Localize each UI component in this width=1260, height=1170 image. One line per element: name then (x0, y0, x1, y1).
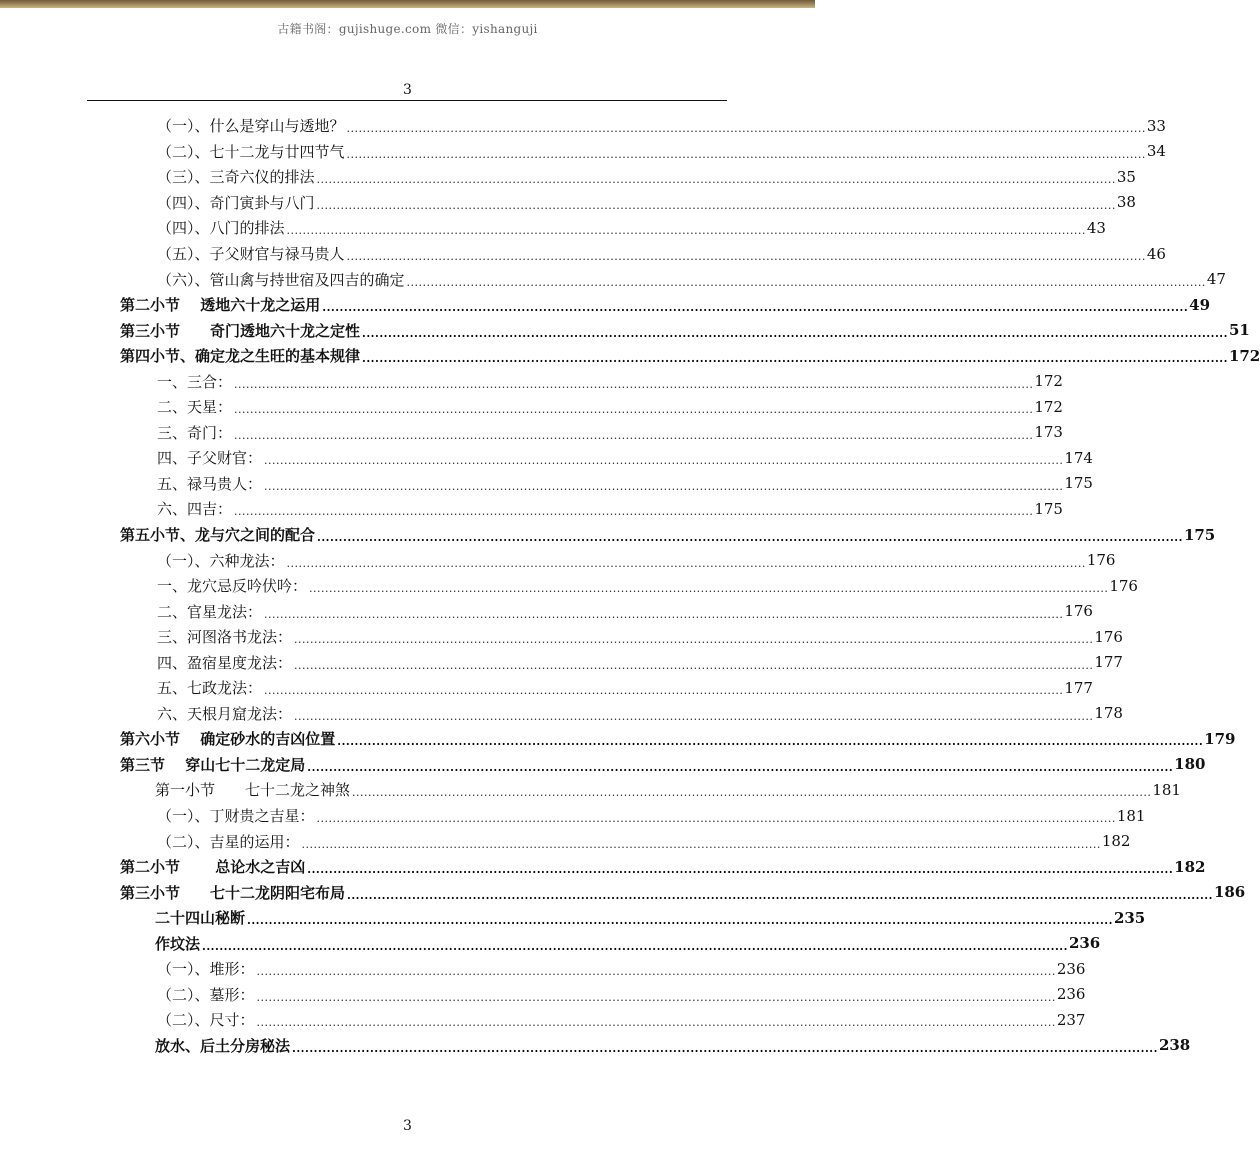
toc-entry[interactable] (0, 445, 1093, 471)
toc-entry-page: 46 (1146, 244, 1166, 263)
toc-entry[interactable] (0, 879, 1246, 905)
toc-entry-title: 三、河图洛书龙法： (157, 628, 293, 647)
toc-entry-page: 172 (1034, 372, 1063, 391)
toc-leader-dots: ........................................................................................................................................................................................................ (346, 147, 1146, 161)
toc-entry-title: （四）、奇门寅卦与八门 (157, 193, 315, 212)
toc-entry-title: （一）、什么是穿山与透地？ (157, 117, 345, 136)
toc-leader-dots: ........................................................................................................................................................................................................ (264, 607, 1064, 621)
toc-entry[interactable] (0, 471, 1093, 497)
toc-entry[interactable] (0, 113, 1166, 139)
toc-entry-title: 五、七政龙法： (157, 679, 263, 698)
toc-entry[interactable] (0, 726, 1236, 752)
toc-entry-page: 181 (1152, 780, 1181, 799)
toc-entry[interactable] (0, 777, 1181, 803)
toc-leader-dots: ........................................................................................................................................................................................................ (322, 301, 1189, 315)
toc-entry-title: （三）、三奇六仪的排法 (157, 168, 315, 187)
toc-entry-page: 33 (1146, 116, 1166, 135)
toc-entry-page: 236 (1068, 934, 1101, 953)
toc-entry-page: 175 (1034, 499, 1063, 518)
toc-entry[interactable] (0, 649, 1123, 675)
toc-entry-title: 第一小节 七十二龙之神煞 (155, 781, 351, 800)
toc-leader-dots: ........................................................................................................................................................................................................ (294, 633, 1094, 647)
toc-entry-title: 六、四吉： (157, 500, 233, 519)
table-of-contents (0, 113, 1260, 1058)
toc-leader-dots: ........................................................................................................................................................................................................ (286, 224, 1086, 238)
toc-entry[interactable] (0, 956, 1086, 982)
toc-leader-dots: ........................................................................................................................................................................................................ (247, 914, 1113, 928)
toc-entry[interactable] (0, 420, 1063, 446)
toc-entry-title: 第二小节 总论水之吉凶 (120, 858, 306, 877)
toc-entry-page: 177 (1094, 653, 1123, 672)
toc-entry-title: （二）、吉星的运用： (157, 832, 300, 851)
toc-entry-page: 43 (1086, 218, 1106, 237)
toc-leader-dots: ........................................................................................................................................................................................................ (202, 939, 1068, 953)
toc-leader-dots: ........................................................................................................................................................................................................ (309, 582, 1109, 596)
toc-leader-dots: ........................................................................................................................................................................................................ (317, 531, 1183, 545)
toc-leader-dots: ........................................................................................................................................................................................................ (346, 122, 1146, 136)
toc-entry-title: 第三节 穿山七十二龙定局 (120, 755, 306, 774)
toc-leader-dots: ........................................................................................................................................................................................................ (406, 275, 1206, 289)
watermark-text: 古籍书阁：gujishuge.com 微信：yishanguji (277, 22, 538, 36)
toc-entry[interactable] (0, 164, 1136, 190)
toc-leader-dots: ........................................................................................................................................................................................................ (234, 403, 1034, 417)
toc-entry-page: 177 (1064, 678, 1093, 697)
toc-leader-dots: ........................................................................................................................................................................................................ (316, 173, 1116, 187)
toc-entry-page: 176 (1109, 576, 1138, 595)
toc-entry[interactable] (0, 547, 1116, 573)
toc-entry-page: 182 (1101, 832, 1131, 851)
toc-entry[interactable] (0, 368, 1063, 394)
toc-entry[interactable] (0, 266, 1226, 292)
toc-entry-page: 172 (1034, 397, 1063, 416)
toc-entry-title: （二）、七十二龙与廿四节气 (157, 142, 345, 161)
toc-entry-page: 236 (1056, 959, 1086, 978)
toc-entry-title: 一、三合： (157, 372, 233, 391)
toc-leader-dots: ........................................................................................................................................................................................................ (264, 684, 1064, 698)
toc-entry[interactable] (0, 701, 1123, 727)
toc-leader-dots: ........................................................................................................................................................................................................ (294, 658, 1094, 672)
toc-leader-dots: ........................................................................................................................................................................................................ (234, 505, 1034, 519)
toc-entry-title: （四）、八门的排法 (157, 219, 285, 238)
toc-entry[interactable] (0, 215, 1106, 241)
toc-entry[interactable] (0, 752, 1206, 778)
toc-entry-title: （五）、子父财官与禄马贵人 (157, 245, 345, 263)
toc-entry-page: 180 (1174, 755, 1206, 774)
header-page-number: 3 (403, 82, 412, 98)
toc-entry-page: 178 (1094, 704, 1123, 723)
toc-entry-title: 二十四山秘断 (155, 909, 246, 928)
toc-entry-page: 237 (1056, 1010, 1086, 1029)
toc-entry-title: （二）、尺寸： (157, 1011, 255, 1030)
toc-leader-dots: ........................................................................................................................................................................................................ (286, 556, 1086, 570)
toc-leader-dots: ........................................................................................................................................................................................................ (316, 812, 1116, 826)
toc-entry-page: 51 (1228, 321, 1250, 340)
toc-entry[interactable] (0, 1033, 1191, 1059)
toc-entry[interactable] (0, 292, 1211, 318)
toc-entry-title: 第二小节 透地六十龙之运用 (120, 296, 321, 315)
toc-leader-dots: ........................................................................................................................................................................................................ (307, 863, 1174, 877)
toc-entry[interactable] (0, 394, 1063, 420)
toc-entry-page: 175 (1183, 525, 1216, 544)
toc-leader-dots: ........................................................................................................................................................................................................ (337, 735, 1204, 749)
toc-entry-title: （一）、堆形： (157, 960, 255, 979)
toc-entry-page: 175 (1064, 474, 1093, 493)
toc-entry[interactable] (0, 139, 1166, 165)
toc-entry-title: 第五小节、龙与穴之间的配合 (120, 526, 316, 545)
toc-entry[interactable] (0, 1007, 1086, 1033)
toc-entry-title: 二、天星： (157, 398, 233, 417)
toc-leader-dots: ........................................................................................................................................................................................................ (234, 428, 1034, 442)
toc-entry-page: 174 (1064, 448, 1093, 467)
toc-entry[interactable] (0, 854, 1206, 880)
toc-entry[interactable] (0, 982, 1086, 1008)
toc-entry-title: 第六小节 确定砂水的吉凶位置 (120, 730, 336, 749)
toc-entry[interactable] (0, 905, 1146, 931)
toc-entry[interactable] (0, 931, 1101, 957)
top-decorative-bar (0, 0, 815, 8)
toc-entry-title: （六）、管山禽与持世宿及四吉的确定 (157, 270, 405, 289)
toc-entry-title: 四、子父财官： (157, 449, 263, 468)
toc-leader-dots: ........................................................................................................................................................................................................ (256, 990, 1056, 1004)
toc-entry-title: 第四小节、确定龙之生旺的基本规律 (120, 347, 361, 366)
toc-leader-dots: ........................................................................................................................................................................................................ (294, 709, 1094, 723)
toc-entry-page: 173 (1034, 423, 1063, 442)
toc-entry-page: 176 (1064, 602, 1093, 621)
toc-entry-page: 236 (1056, 985, 1086, 1004)
toc-entry-page: 186 (1213, 883, 1246, 902)
toc-entry-title: 四、盈宿星度龙法： (157, 653, 293, 672)
toc-leader-dots: ........................................................................................................................................................................................................ (362, 352, 1228, 366)
toc-entry-page: 34 (1146, 142, 1166, 161)
toc-leader-dots: ........................................................................................................................................................................................................ (264, 479, 1064, 493)
toc-entry[interactable] (0, 317, 1250, 343)
toc-entry-page: 238 (1158, 1036, 1191, 1055)
toc-entry-page: 172 (1228, 346, 1260, 365)
toc-leader-dots: ........................................................................................................................................................................................................ (256, 965, 1056, 979)
toc-entry-page: 35 (1116, 167, 1136, 186)
toc-entry-title: （一）、丁财贵之吉星： (157, 807, 315, 826)
toc-leader-dots: ........................................................................................................................................................................................................ (292, 1041, 1158, 1055)
header-rule (87, 100, 727, 101)
toc-entry[interactable] (0, 828, 1131, 854)
toc-entry-page: 47 (1206, 270, 1226, 289)
toc-leader-dots: ........................................................................................................................................................................................................ (346, 250, 1146, 263)
toc-entry-title: （一）、六种龙法： (157, 551, 285, 570)
toc-entry[interactable] (0, 573, 1138, 599)
toc-entry-page: 176 (1086, 551, 1116, 570)
toc-leader-dots: ........................................................................................................................................................................................................ (347, 888, 1213, 902)
toc-entry[interactable] (0, 190, 1136, 216)
toc-leader-dots: ........................................................................................................................................................................................................ (234, 377, 1034, 391)
toc-entry-title: 放水、后土分房秘法 (155, 1036, 291, 1055)
toc-entry[interactable] (0, 598, 1093, 624)
toc-leader-dots: ........................................................................................................................................................................................................ (256, 1016, 1056, 1030)
toc-entry-title: 六、天根月窟龙法： (157, 704, 293, 723)
toc-leader-dots: ........................................................................................................................................................................................................ (352, 786, 1152, 800)
toc-leader-dots: ........................................................................................................................................................................................................ (301, 837, 1101, 851)
toc-entry-page: 38 (1116, 193, 1136, 212)
toc-leader-dots: ........................................................................................................................................................................................................ (316, 198, 1116, 212)
toc-entry[interactable] (0, 522, 1216, 548)
toc-entry-title: 二、官星龙法： (157, 602, 263, 621)
toc-entry-title: （二）、墓形： (157, 985, 255, 1004)
toc-entry[interactable] (0, 803, 1146, 829)
toc-entry[interactable] (0, 624, 1123, 650)
toc-leader-dots: ........................................................................................................................................................................................................ (362, 326, 1228, 340)
toc-entry-page: 179 (1204, 729, 1236, 748)
toc-entry-page: 176 (1094, 627, 1123, 646)
toc-entry-title: 第三小节 七十二龙阴阳宅布局 (120, 883, 346, 902)
toc-leader-dots: ........................................................................................................................................................................................................ (307, 760, 1174, 774)
toc-entry-page: 235 (1113, 908, 1146, 927)
toc-entry[interactable] (0, 241, 1166, 267)
toc-entry-title: 一、龙穴忌反吟伏吟： (157, 577, 308, 596)
toc-entry[interactable] (0, 496, 1063, 522)
toc-entry-page: 182 (1174, 857, 1206, 876)
toc-entry-page: 181 (1116, 806, 1146, 825)
toc-entry-page: 49 (1189, 295, 1211, 314)
toc-entry-title: 五、禄马贵人： (157, 474, 263, 493)
toc-entry[interactable] (0, 675, 1093, 701)
footer-page-number: 3 (403, 1118, 412, 1134)
toc-entry-title: 三、奇门： (157, 423, 233, 442)
toc-leader-dots: ........................................................................................................................................................................................................ (264, 454, 1064, 468)
toc-entry[interactable] (0, 343, 1260, 369)
toc-entry-title: 第三小节 奇门透地六十龙之定性 (120, 321, 361, 340)
toc-entry-title: 作坟法 (155, 934, 201, 953)
